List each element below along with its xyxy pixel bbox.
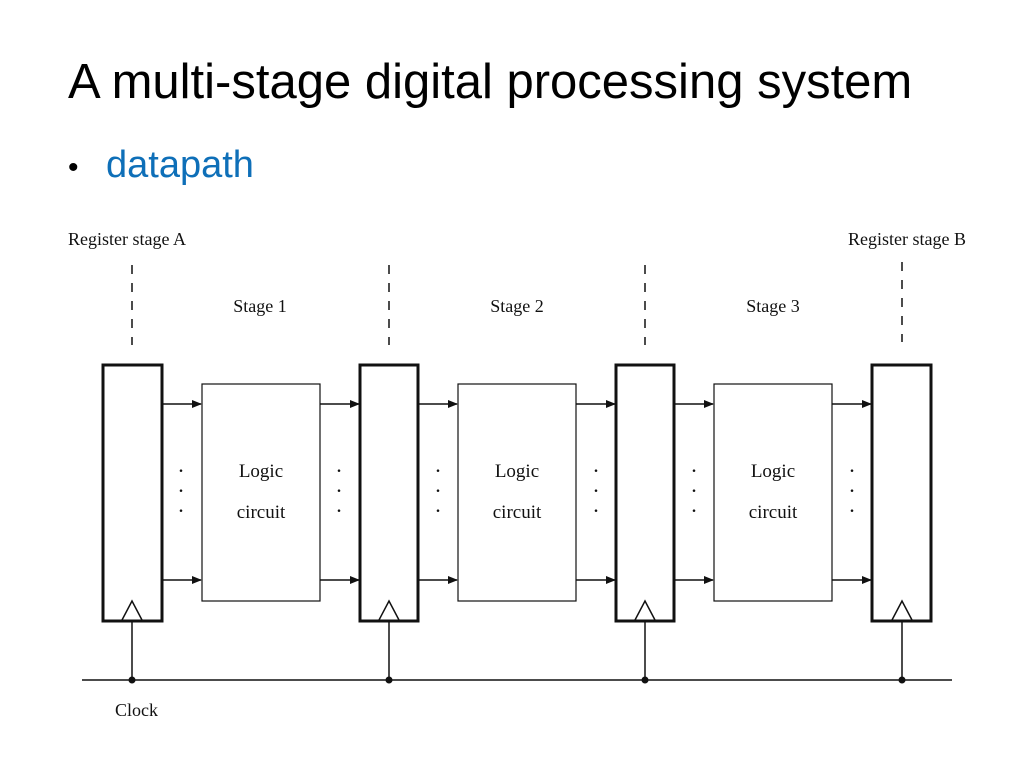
ellipsis-dot: . (178, 472, 184, 497)
bullet-dot-icon: • (68, 151, 79, 184)
ellipsis-dot: . (849, 452, 855, 477)
clock-label: Clock (115, 700, 158, 720)
logic-boxes (202, 384, 832, 601)
ellipsis-dot: . (435, 452, 441, 477)
ellipsis-dot: . (435, 472, 441, 497)
ellipsis-dot: . (593, 492, 599, 517)
logic-box-3-line2: circuit (748, 502, 798, 523)
register-a (103, 365, 162, 621)
clock-junction-dot-icon (386, 677, 393, 684)
ellipsis-dot: . (691, 472, 697, 497)
clock-triangles (122, 601, 912, 620)
stage-1-label: Stage 1 (233, 296, 287, 316)
register-stage-b-label: Register stage B (848, 229, 966, 249)
register-b (872, 365, 931, 621)
logic-circuit-box-1 (202, 384, 320, 601)
ellipsis-dot: . (593, 472, 599, 497)
ellipsis-dot: . (178, 492, 184, 517)
logic-box-3-line1: Logic (750, 461, 796, 482)
register-stage-a-label: Register stage A (68, 229, 186, 249)
ellipsis-dot: . (336, 492, 342, 517)
logic-box-1-line2: circuit (236, 502, 286, 523)
clock-junction-dot-icon (642, 677, 649, 684)
stage-2-label: Stage 2 (490, 296, 544, 316)
ellipsis-dot: . (336, 472, 342, 497)
ellipsis-dot: . (593, 452, 599, 477)
ellipsis-dot: . (849, 472, 855, 497)
slide-title: A multi-stage digital processing system (68, 55, 913, 109)
ellipsis-dot: . (435, 492, 441, 517)
ellipsis-dot: . (178, 452, 184, 477)
bullet-text: datapath (106, 144, 254, 186)
register-1 (360, 365, 418, 621)
ellipsis-dot: . (691, 492, 697, 517)
clock-network (82, 621, 952, 680)
clock-junction-dot-icon (899, 677, 906, 684)
logic-box-2-line1: Logic (494, 461, 540, 482)
clock-junction-dot-icon (129, 677, 136, 684)
ellipsis-dot: . (849, 492, 855, 517)
ellipsis-dot: . (336, 452, 342, 477)
logic-box-1-line1: Logic (238, 461, 284, 482)
stage-3-label: Stage 3 (746, 296, 800, 316)
register-2 (616, 365, 674, 621)
logic-circuit-box-3 (714, 384, 832, 601)
ellipsis-dot: . (691, 452, 697, 477)
logic-box-2-line2: circuit (492, 502, 542, 523)
logic-circuit-box-2 (458, 384, 576, 601)
